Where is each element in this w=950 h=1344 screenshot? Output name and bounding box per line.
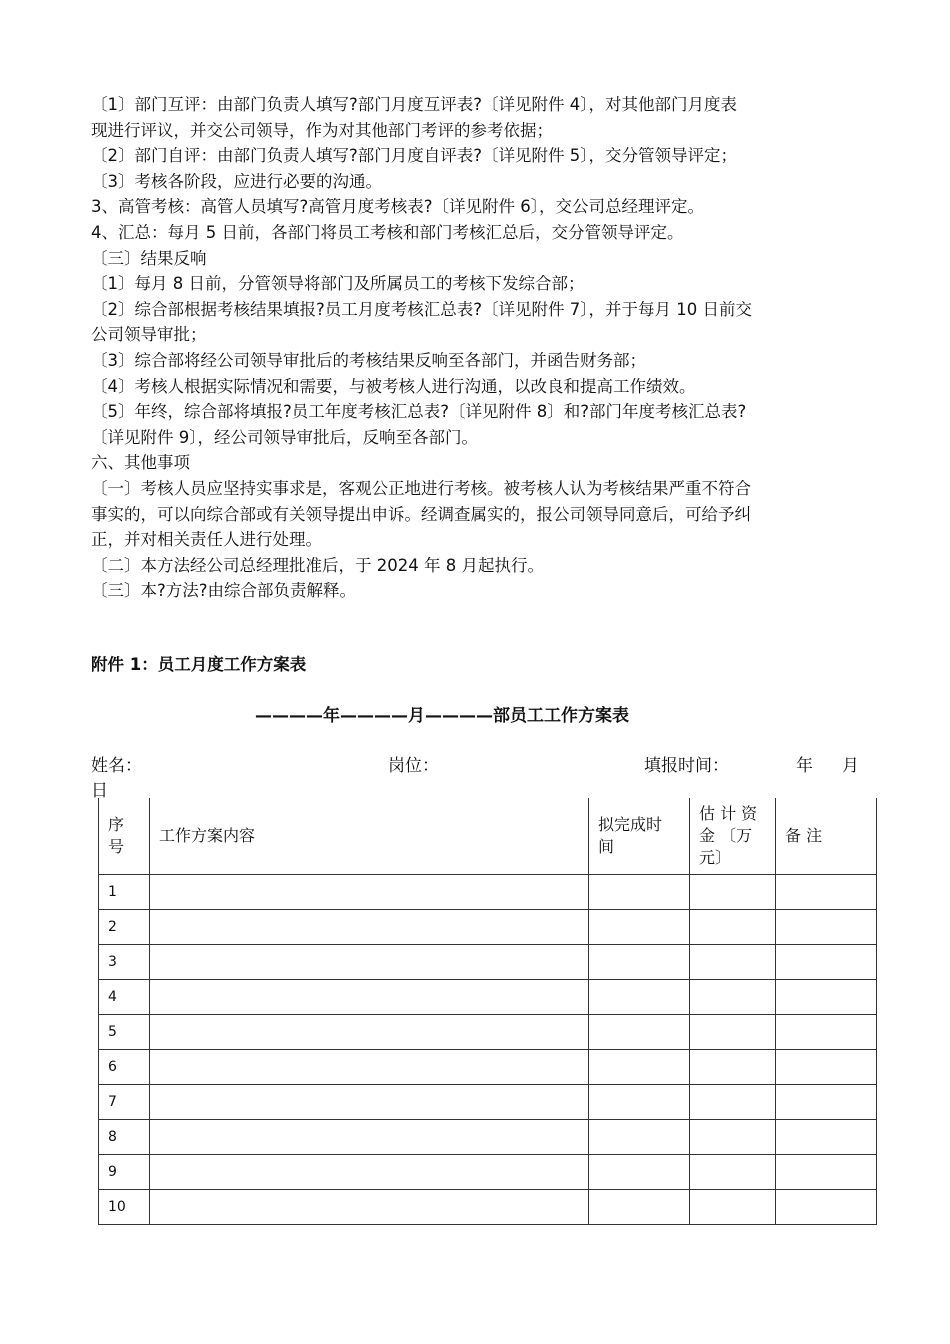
paragraph (91, 553, 861, 579)
empty-cell[interactable] (150, 1155, 589, 1190)
empty-cell[interactable] (690, 1155, 776, 1190)
paragraph-line: 4、汇总：每月 5 日前，各部门将员工考核和部门考核汇总后，交分管领导评定。 (91, 223, 684, 242)
paragraph-line: 〔三〕结果反响 (91, 248, 207, 268)
empty-cell[interactable] (776, 1155, 877, 1190)
empty-cell[interactable] (589, 875, 690, 910)
year-label: 年 (796, 756, 813, 776)
empty-cell[interactable] (776, 945, 877, 980)
header-seq (99, 798, 150, 875)
empty-cell[interactable] (589, 1120, 690, 1155)
header-content-text: 工作方案内容 (159, 826, 256, 845)
empty-cell[interactable] (690, 875, 776, 910)
empty-cell[interactable] (776, 910, 877, 945)
empty-cell[interactable] (690, 910, 776, 945)
empty-cell[interactable] (690, 980, 776, 1015)
table-row (99, 1155, 877, 1190)
row-number-cell: 1 (99, 875, 150, 910)
table-row (99, 1190, 877, 1225)
empty-cell[interactable] (776, 1015, 877, 1050)
empty-cell[interactable] (776, 980, 877, 1015)
paragraph-line: 事实的，可以向综合部或有关领导提出申诉。经调查属实的，报公司领导同意后，可给予纠 (91, 504, 751, 524)
row-number-cell: 10 (99, 1190, 150, 1225)
empty-cell[interactable] (589, 945, 690, 980)
header-remarks (776, 798, 877, 875)
paragraph (91, 297, 861, 348)
paragraph-line: 〔详见附件 9〕，经公司领导审批后，反响至各部门。 (91, 427, 478, 447)
form-title: ————年————月————部员工工作方案表 (255, 706, 629, 726)
header-budget-text: 估 计 资 (699, 804, 758, 823)
paragraph-line: 〔3〕综合部将经公司领导审批后的考核结果反响至各部门，并函告财务部； (91, 351, 646, 370)
paragraph-line: 〔3〕考核各阶段，应进行必要的沟通。 (91, 171, 382, 191)
paragraph-line: 〔2〕部门自评：由部门负责人填写?部门月度自评表?〔详见附件 5〕，交分管领导评定； (91, 146, 738, 166)
empty-cell[interactable] (690, 945, 776, 980)
table-row (99, 1050, 877, 1085)
paragraph-line: 公司领导审批； (91, 325, 207, 345)
empty-cell[interactable] (150, 980, 589, 1015)
paragraph (91, 220, 861, 246)
empty-cell[interactable] (589, 1050, 690, 1085)
header-seq-text-2: 号 (108, 837, 125, 856)
header-remarks-text: 备 注 (785, 826, 823, 845)
header-deadline (589, 798, 690, 875)
empty-cell[interactable] (589, 980, 690, 1015)
paragraph (91, 271, 861, 297)
paragraph (91, 399, 861, 450)
paragraph-line: 〔1〕部门互评：由部门负责人填写?部门月度互评表?〔详见附件 4〕，对其他部门月度表 (91, 95, 738, 114)
empty-cell[interactable] (690, 1120, 776, 1155)
empty-cell[interactable] (589, 1190, 690, 1225)
paragraph-line: 六、其他事项 (91, 453, 190, 473)
paragraph-line: 〔1〕每月 8 日前，分管领导将部门及所属员工的考核下发综合部； (91, 274, 585, 294)
table-row (99, 875, 877, 910)
row-number-cell: 6 (99, 1050, 150, 1085)
paragraph-line: 〔2〕综合部根据考核结果填报?员工月度考核汇总表?〔详见附件 7〕，并于每月 10 日前交 (91, 299, 752, 319)
header-budget-text-2: 金 〔万 (699, 826, 753, 845)
empty-cell[interactable] (690, 1085, 776, 1120)
header-budget (690, 798, 776, 875)
table-row (99, 1015, 877, 1050)
paragraph-line: 现进行评议，并交公司领导，作为对其他部门考评的参考依据； (91, 120, 553, 140)
empty-cell[interactable] (690, 1015, 776, 1050)
paragraph-line: 〔4〕考核人根据实际情况和需要，与被考核人进行沟通，以改良和提高工作绩效。 (91, 376, 696, 396)
empty-cell[interactable] (776, 1120, 877, 1155)
name-label: 姓名： (91, 756, 142, 776)
empty-cell[interactable] (150, 1015, 589, 1050)
work-plan-table (98, 798, 877, 1225)
month-label: 月 (842, 756, 859, 776)
empty-cell[interactable] (589, 1085, 690, 1120)
empty-cell[interactable] (150, 945, 589, 980)
row-number-cell: 5 (99, 1015, 150, 1050)
header-content (150, 798, 589, 875)
empty-cell[interactable] (150, 1085, 589, 1120)
table-row (99, 980, 877, 1015)
row-number-cell: 7 (99, 1085, 150, 1120)
empty-cell[interactable] (690, 1190, 776, 1225)
paragraph (91, 348, 861, 374)
table-row (99, 1120, 877, 1155)
paragraph (91, 476, 861, 553)
paragraph (91, 450, 861, 476)
paragraph-line: 〔5〕年终，综合部将填报?员工年度考核汇总表?〔详见附件 8〕和?部门年度考核汇总表? (91, 402, 747, 422)
paragraph (91, 194, 861, 220)
empty-cell[interactable] (690, 1050, 776, 1085)
empty-cell[interactable] (776, 1190, 877, 1225)
header-deadline-text-2: 间 (598, 837, 615, 856)
paragraph (91, 92, 861, 143)
row-number-cell: 9 (99, 1155, 150, 1190)
paragraph (91, 246, 861, 272)
paragraph-line: 正，并对相关责任人进行处理。 (91, 530, 322, 550)
header-budget-text-3: 元〕 (699, 848, 732, 867)
day-label: 日 (91, 781, 108, 801)
attachment-heading: 附件 1：员工月度工作方案表 (91, 655, 307, 674)
header-seq-text: 序 (108, 815, 125, 834)
paragraph (91, 374, 861, 400)
paragraph (91, 143, 861, 169)
table-row (99, 945, 877, 980)
table-row (99, 910, 877, 945)
paragraph-line: 〔三〕本?方法?由综合部负责解释。 (91, 581, 357, 601)
paragraph (91, 169, 861, 195)
empty-cell[interactable] (150, 910, 589, 945)
paragraph (91, 578, 861, 604)
row-number-cell: 3 (99, 945, 150, 980)
row-number-cell: 8 (99, 1120, 150, 1155)
fill-time-label: 填报时间： (644, 756, 729, 776)
empty-cell[interactable] (150, 1190, 589, 1225)
row-number-cell: 4 (99, 980, 150, 1015)
empty-cell[interactable] (150, 875, 589, 910)
empty-cell[interactable] (776, 1050, 877, 1085)
row-number-cell: 2 (99, 910, 150, 945)
empty-cell[interactable] (150, 1120, 589, 1155)
empty-cell[interactable] (589, 1015, 690, 1050)
table-row (99, 1085, 877, 1120)
paragraph-line: 〔二〕本方法经公司总经理批准后，于 2024 年 8 月起执行。 (91, 555, 544, 575)
table-header-row (99, 798, 877, 875)
empty-cell[interactable] (776, 1085, 877, 1120)
empty-cell[interactable] (776, 875, 877, 910)
paragraph-line: 3、高管考核：高管人员填写?高管月度考核表?〔详见附件 6〕，交公司总经理评定。 (91, 197, 705, 217)
header-deadline-text: 拟完成时 (598, 815, 663, 834)
paragraph-line: 〔一〕考核人员应坚持实事求是，客观公正地进行考核。被考核人认为考核结果严重不符合 (91, 479, 751, 498)
empty-cell[interactable] (589, 1155, 690, 1190)
table-body (99, 875, 877, 1225)
empty-cell[interactable] (150, 1050, 589, 1085)
post-label: 岗位： (388, 756, 439, 776)
empty-cell[interactable] (589, 910, 690, 945)
